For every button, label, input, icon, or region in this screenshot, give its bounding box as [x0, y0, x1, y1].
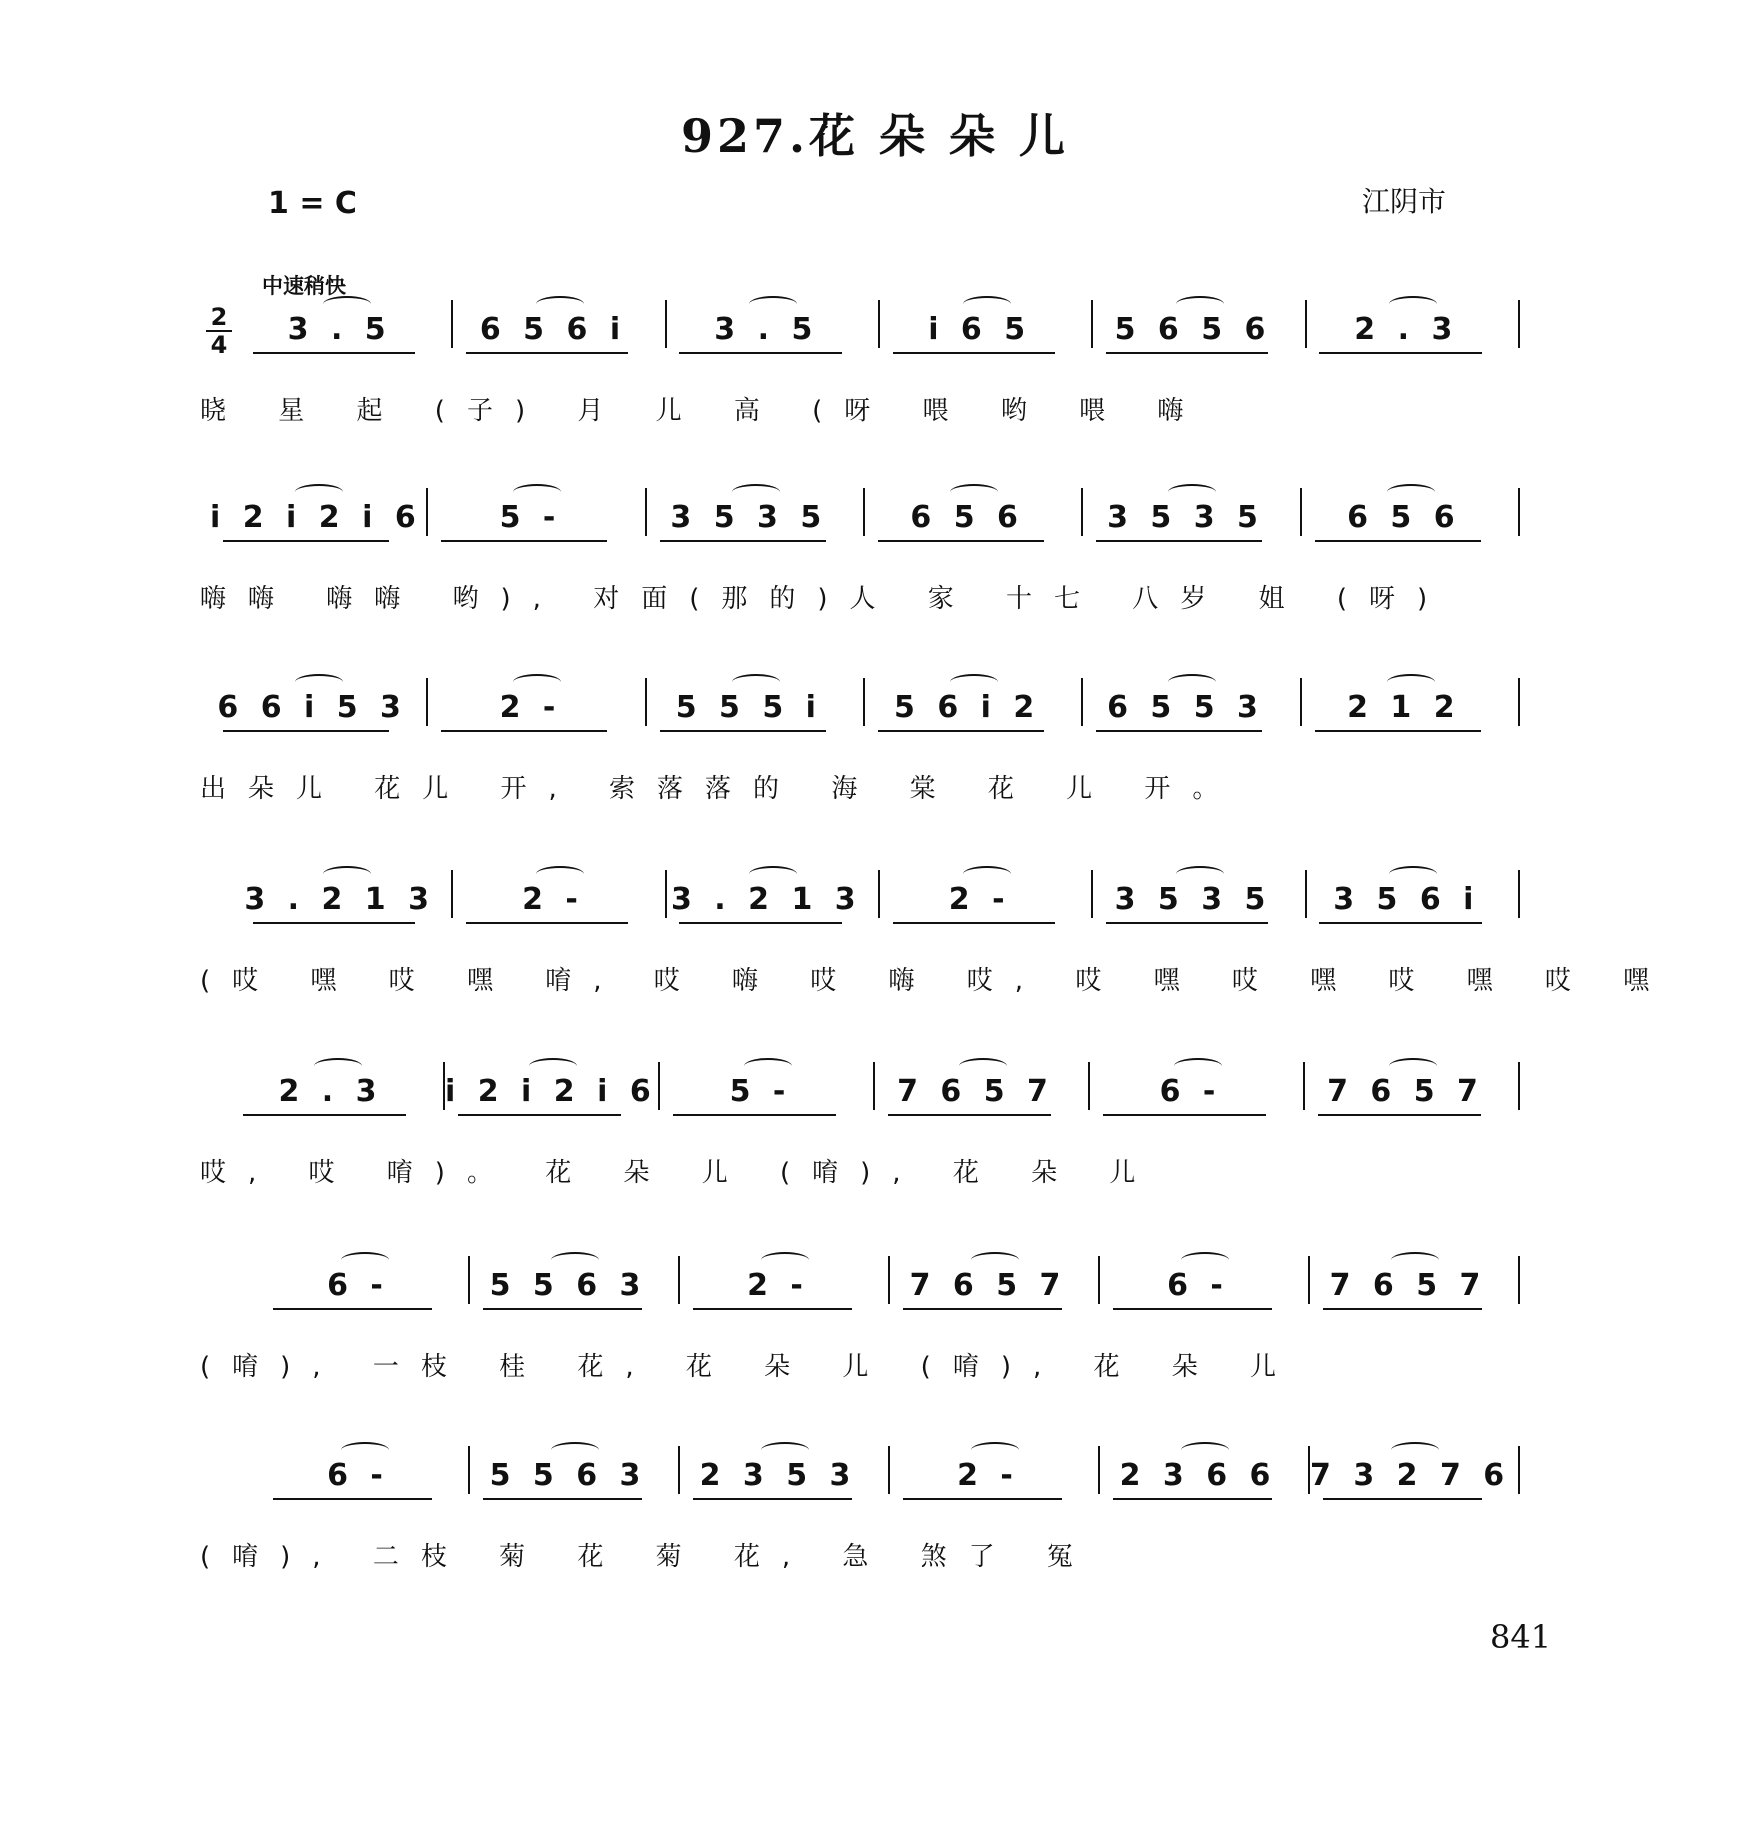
slur-mark: [1168, 484, 1216, 500]
measure: [880, 860, 1093, 950]
slur-mark: [950, 674, 998, 690]
time-signature-numerator: 2: [206, 304, 232, 332]
measure: [660, 1052, 875, 1142]
beam-underline: [1319, 922, 1481, 924]
beam-underline: [1103, 1114, 1266, 1116]
measure-notes: 6 5 6: [910, 500, 1024, 535]
slur-mark: [749, 866, 797, 882]
beam-underline: [1318, 1114, 1481, 1116]
measure-notes: 7 3 2 7 6: [1310, 1458, 1511, 1493]
measure-notes: 5 -: [499, 500, 562, 535]
measure-notes: 6 -: [327, 1458, 389, 1493]
slur-mark: [963, 866, 1011, 882]
beam-underline: [878, 540, 1044, 542]
beam-underline: [253, 352, 415, 354]
beam-underline: [1113, 1498, 1273, 1500]
measure: [1310, 1436, 1520, 1526]
slur-mark: [1176, 296, 1224, 312]
measure-notes: 3 5 6 i: [1333, 882, 1480, 917]
measure: [260, 1246, 470, 1336]
beam-underline: [679, 922, 841, 924]
bar-line: [1518, 870, 1520, 918]
measure: [647, 478, 865, 568]
measure: [1302, 668, 1520, 758]
measure: [1305, 1052, 1520, 1142]
tempo-marking: 中速稍快: [262, 274, 346, 298]
slur-mark: [536, 296, 584, 312]
measure: [1083, 478, 1301, 568]
beam-underline: [223, 540, 389, 542]
song-title: 927.花 朵 朵 儿: [680, 109, 1070, 163]
slur-mark: [323, 296, 371, 312]
page-number: 841: [1490, 1618, 1552, 1656]
beam-underline: [679, 352, 841, 354]
beam-underline: [253, 922, 415, 924]
bar-line: [1518, 488, 1520, 536]
slur-mark: [1181, 1252, 1229, 1268]
measure: [1100, 1246, 1310, 1336]
beam-underline: [223, 730, 389, 732]
measure: [890, 1436, 1100, 1526]
bar-line: [1518, 300, 1520, 348]
slur-mark: [1389, 296, 1437, 312]
measure-notes: 2 3 5 3: [699, 1458, 857, 1493]
notation-line: [0, 1436, 1750, 1546]
bar-line: [1518, 1446, 1520, 1494]
bar-line: [1518, 678, 1520, 726]
beam-underline: [243, 1114, 406, 1116]
lyrics-line: 嗨嗨 嗨嗨 哟), 对面(那的)人 家 十七 八岁 姐 (呀): [200, 584, 1450, 614]
measure: [1100, 1436, 1310, 1526]
notation-line: [0, 290, 1750, 400]
measure-notes: 5 5 5 i: [675, 690, 822, 725]
measure: [470, 1436, 680, 1526]
measure: [1307, 860, 1520, 950]
beam-underline: [903, 1498, 1063, 1500]
beam-underline: [483, 1308, 643, 1310]
measure: [240, 860, 453, 950]
notation-line: [0, 478, 1750, 588]
measure-notes: 5 5 6 3: [489, 1458, 647, 1493]
beam-underline: [483, 1498, 643, 1500]
measure: [667, 290, 880, 380]
time-signature-denominator: 4: [210, 331, 228, 359]
slur-mark: [971, 1442, 1019, 1458]
measure: [865, 478, 1083, 568]
measure-notes: 6 5 6: [1347, 500, 1461, 535]
measure: [680, 1436, 890, 1526]
measure-notes: i 2 i 2 i 6: [210, 500, 422, 535]
slur-mark: [513, 484, 561, 500]
measure-notes: 5 -: [729, 1074, 792, 1109]
beam-underline: [1096, 730, 1262, 732]
measure: [260, 1436, 470, 1526]
beam-underline: [273, 1308, 433, 1310]
slur-mark: [732, 674, 780, 690]
measure-notes: 7 6 5 7: [897, 1074, 1054, 1109]
slur-mark: [1391, 1442, 1439, 1458]
slur-mark: [1174, 1058, 1222, 1074]
measure-notes: 5 6 i 2: [894, 690, 1041, 725]
beam-underline: [903, 1308, 1063, 1310]
measure: [445, 1052, 660, 1142]
lyrics-line: (哎 嘿 哎 嘿 唷, 哎 嗨 哎 嗨 哎, 哎 嘿 哎 嘿 哎 嘿 哎 嘿: [200, 966, 1672, 996]
measure: [453, 860, 666, 950]
beam-underline: [1315, 540, 1481, 542]
beam-underline: [1106, 352, 1268, 354]
beam-underline: [466, 922, 628, 924]
beam-underline: [466, 352, 628, 354]
measure-notes: 3 . 5: [714, 312, 819, 347]
measure-notes: 2 3 6 6: [1119, 1458, 1277, 1493]
slur-mark: [551, 1252, 599, 1268]
measure: [875, 1052, 1090, 1142]
slur-mark: [536, 866, 584, 882]
slur-mark: [761, 1442, 809, 1458]
slur-mark: [1389, 866, 1437, 882]
beam-underline: [660, 540, 826, 542]
measure: [647, 668, 865, 758]
slur-mark: [963, 296, 1011, 312]
measure-notes: 2 . 3: [278, 1074, 383, 1109]
measure-notes: 6 -: [327, 1268, 389, 1303]
beam-underline: [1315, 730, 1481, 732]
measure-notes: 2 . 3: [1354, 312, 1459, 347]
beam-underline: [878, 730, 1044, 732]
measure: [428, 668, 646, 758]
beam-underline: [1319, 352, 1481, 354]
measure-notes: 6 -: [1159, 1074, 1222, 1109]
measure-notes: 6 5 5 3: [1107, 690, 1264, 725]
slur-mark: [971, 1252, 1019, 1268]
measure-notes: 2 -: [948, 882, 1011, 917]
measure: [230, 1052, 445, 1142]
beam-underline: [893, 352, 1055, 354]
measure: [667, 860, 880, 950]
measure: [1083, 668, 1301, 758]
beam-underline: [693, 1308, 853, 1310]
measure: [1093, 860, 1306, 950]
notation-line: [0, 1052, 1750, 1162]
measure: [240, 290, 453, 380]
slur-mark: [314, 1058, 362, 1074]
lyrics-line: 晓 星 起 (子) 月 儿 高 (呀 喂 哟 喂 嗨: [200, 396, 1206, 426]
measure-notes: 5 6 5 6: [1114, 312, 1272, 347]
slur-mark: [551, 1442, 599, 1458]
measure-notes: 3 . 5: [287, 312, 392, 347]
measure-notes: 5 5 6 3: [489, 1268, 647, 1303]
beam-underline: [1323, 1498, 1483, 1500]
beam-underline: [1106, 922, 1268, 924]
measure: [880, 290, 1093, 380]
notation-line: [0, 860, 1750, 970]
slur-mark: [1387, 674, 1435, 690]
measure: [428, 478, 646, 568]
slur-mark: [950, 484, 998, 500]
measure-notes: 2 -: [957, 1458, 1019, 1493]
measure: [210, 478, 428, 568]
notation-line: [0, 668, 1750, 778]
slur-mark: [744, 1058, 792, 1074]
beam-underline: [693, 1498, 853, 1500]
measure-notes: 3 . 2 1 3: [670, 882, 862, 917]
lyrics-line: 哎, 哎 唷)。 花 朵 儿 (唷), 花 朵 儿: [200, 1158, 1158, 1188]
slur-mark: [1391, 1252, 1439, 1268]
slur-mark: [513, 674, 561, 690]
measure: [1310, 1246, 1520, 1336]
measure-notes: i 2 i 2 i 6: [445, 1074, 657, 1109]
bar-line: [1518, 1256, 1520, 1304]
slur-mark: [1181, 1442, 1229, 1458]
lyrics-line: (唷), 二枝 菊 花 菊 花, 急 煞了 冤: [200, 1542, 1095, 1572]
slur-mark: [732, 484, 780, 500]
measure: [1090, 1052, 1305, 1142]
beam-underline: [1113, 1308, 1273, 1310]
slur-mark: [959, 1058, 1007, 1074]
measure: [1307, 290, 1520, 380]
slur-mark: [1168, 674, 1216, 690]
slur-mark: [323, 866, 371, 882]
slur-mark: [761, 1252, 809, 1268]
slur-mark: [1387, 484, 1435, 500]
lyrics-line: (唷), 一枝 桂 花, 花 朵 儿 (唷), 花 朵 儿: [200, 1352, 1299, 1382]
lyrics-line: 出朵儿 花儿 开, 索落落的 海 棠 花 儿 开。: [200, 774, 1241, 804]
measure-notes: 2 -: [747, 1268, 809, 1303]
measure: [470, 1246, 680, 1336]
measure-notes: 2 1 2: [1347, 690, 1461, 725]
beam-underline: [888, 1114, 1051, 1116]
bar-line: [1518, 1062, 1520, 1110]
measure-notes: 6 -: [1167, 1268, 1229, 1303]
slur-mark: [295, 484, 343, 500]
beam-underline: [458, 1114, 621, 1116]
measure-notes: 7 6 5 7: [909, 1268, 1067, 1303]
key-signature: 1 = C: [268, 186, 357, 221]
measure: [680, 1246, 890, 1336]
beam-underline: [1323, 1308, 1483, 1310]
beam-underline: [1096, 540, 1262, 542]
slur-mark: [749, 296, 797, 312]
measure: [210, 668, 428, 758]
beam-underline: [893, 922, 1055, 924]
measure-notes: 3 5 3 5: [1114, 882, 1272, 917]
beam-underline: [660, 730, 826, 732]
measure: [1302, 478, 1520, 568]
beam-underline: [673, 1114, 836, 1116]
measure-notes: 3 5 3 5: [1107, 500, 1264, 535]
beam-underline: [441, 730, 607, 732]
measure-notes: 2 -: [499, 690, 562, 725]
measure: [453, 290, 666, 380]
measure-notes: 7 6 5 7: [1329, 1268, 1487, 1303]
slur-mark: [1389, 1058, 1437, 1074]
notation-line: [0, 1246, 1750, 1356]
measure: [890, 1246, 1100, 1336]
measure-notes: 3 . 2 1 3: [244, 882, 435, 917]
measure-notes: 2 -: [522, 882, 584, 917]
measure-notes: 6 5 6 i: [479, 312, 627, 347]
slur-mark: [341, 1252, 389, 1268]
slur-mark: [529, 1058, 577, 1074]
beam-underline: [273, 1498, 433, 1500]
measure: [865, 668, 1083, 758]
measure-notes: i 6 5: [928, 312, 1032, 347]
slur-mark: [295, 674, 343, 690]
beam-underline: [441, 540, 607, 542]
measure: [1093, 290, 1306, 380]
song-origin: 江阴市: [1362, 185, 1447, 218]
measure-notes: 7 6 5 7: [1327, 1074, 1484, 1109]
slur-mark: [341, 1442, 389, 1458]
slur-mark: [1176, 866, 1224, 882]
measure-notes: 3 5 3 5: [670, 500, 828, 535]
measure-notes: 6 6 i 5 3: [217, 690, 407, 725]
